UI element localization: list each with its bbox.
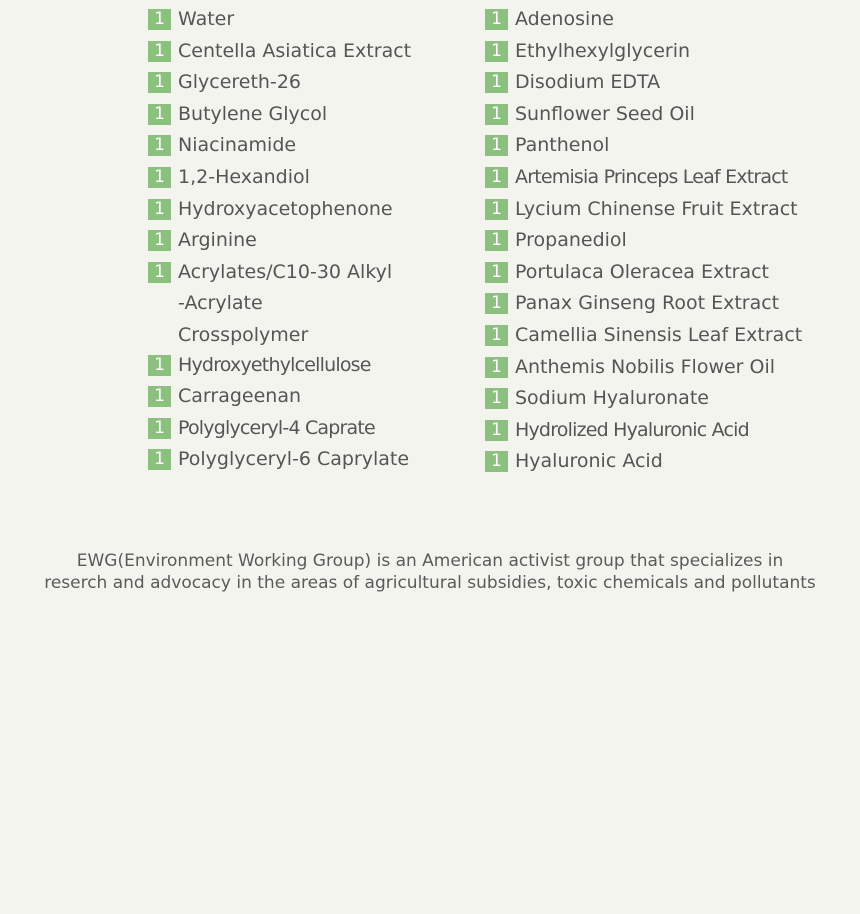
ingredient-row [148,415,411,447]
ewg-score-badge: 1 [485,293,508,314]
ingredient-row [148,446,411,478]
ewg-score-badge: 1 [148,355,171,376]
ingredient-name: Portulaca Oleracea Extract [515,260,770,283]
ingredient-name: Polyglyceryl-6 Caprylate [178,448,410,471]
ingredient-name: Butylene Glycol [178,102,328,125]
ingredient-name: Carrageenan [178,385,302,408]
ewg-score-badge: 1 [148,386,171,407]
ewg-score-badge: 1 [148,230,171,251]
ewg-score-badge: 1 [485,451,508,472]
ewg-score-badge: 1 [485,420,508,441]
ingredient-name: Hyaluronic Acid [515,450,663,473]
ingredient-name: Panthenol [515,134,610,157]
ingredient-name: Polyglyceryl-4 Caprate [178,416,375,439]
ewg-score-badge: 1 [148,104,171,125]
ewg-score-badge: 1 [485,9,508,30]
ingredient-list-right [485,6,802,480]
ingredient-row [148,69,411,101]
footnote-line-2: reserch and advocacy in the areas of agricultural subsidies, toxic chemicals and pollutants [44,573,816,593]
ingredient-name: Sodium Hyaluronate [515,387,709,410]
ewg-score-badge: 1 [485,72,508,93]
ingredient-row [485,385,802,417]
ewg-score-badge: 1 [485,135,508,156]
ingredient-row [148,196,411,228]
ingredient-name: Lycium Chinense Fruit Extract [515,197,798,220]
ewg-score-badge: 1 [485,262,508,283]
ewg-score-badge: 1 [148,199,171,220]
ewg-score-badge: 1 [148,418,171,439]
ewg-score-badge: 1 [485,325,508,346]
ewg-score-badge: 1 [485,41,508,62]
footnote-line-1: EWG(Environment Working Group) is an American activist group that specializes in [76,551,784,571]
ingredient-row [485,227,802,259]
ewg-score-badge: 1 [485,199,508,220]
ingredient-name: Hydroxyacetophenone [178,197,393,220]
ingredient-row [148,6,411,38]
ewg-score-badge: 1 [148,262,171,283]
ingredient-name: Niacinamide [178,134,297,157]
ingredient-name: Acrylates/C10-30 Alkyl -Acrylate Crosspolymer [178,260,393,346]
ewg-score-badge: 1 [148,41,171,62]
ewg-score-badge: 1 [485,230,508,251]
ingredient-name: Water [178,8,235,30]
ingredient-row [485,101,802,133]
ewg-score-badge: 1 [148,167,171,188]
ingredient-row [485,417,802,449]
ingredient-name: Glycereth-26 [178,71,301,94]
ingredient-row [485,69,802,101]
ingredient-name: Centella Asiatica Extract [178,39,412,62]
ewg-score-badge: 1 [485,167,508,188]
ewg-footnote [40,550,820,594]
ewg-score-badge: 1 [148,9,171,30]
ingredient-row [148,227,411,259]
ingredient-name: Anthemis Nobilis Flower Oil [515,355,776,378]
ingredient-name: Adenosine [515,8,614,30]
ingredient-row [485,196,802,228]
ingredient-name: Arginine [178,229,257,252]
ingredient-row [485,448,802,480]
ingredient-row [485,38,802,70]
ingredient-name: Hydrolized Hyaluronic Acid [515,418,749,441]
ingredient-row [485,6,802,38]
ingredient-row [485,132,802,164]
ingredient-name: 1,2-Hexandiol [178,165,310,188]
ingredient-row [148,259,411,352]
ingredient-row [148,38,411,70]
ingredient-row [148,352,411,384]
ingredient-row [148,101,411,133]
ingredient-list-left [148,6,411,478]
ingredient-row [485,259,802,291]
ewg-score-badge: 1 [485,357,508,378]
ingredient-row [485,164,802,196]
ingredient-row [485,290,802,322]
ingredient-row [148,383,411,415]
ingredient-row [485,322,802,354]
ingredient-name: Artemisia Princeps Leaf Extract [515,165,788,188]
ingredient-name: Camellia Sinensis Leaf Extract [515,323,803,346]
ingredient-row [148,164,411,196]
ingredient-name: Hydroxyethylcellulose [178,353,371,376]
ewg-score-badge: 1 [148,449,171,470]
ingredient-row [148,132,411,164]
ewg-score-badge: 1 [148,135,171,156]
ingredient-name: Sunflower Seed Oil [515,102,695,125]
ingredient-name: Ethylhexylglycerin [515,39,691,62]
ingredient-name: Disodium EDTA [515,71,661,94]
ewg-score-badge: 1 [485,104,508,125]
ingredient-name: Propanediol [515,229,627,252]
ewg-score-badge: 1 [485,388,508,409]
ewg-score-badge: 1 [148,72,171,93]
ingredient-row [485,354,802,386]
ingredient-name: Panax Ginseng Root Extract [515,292,780,315]
